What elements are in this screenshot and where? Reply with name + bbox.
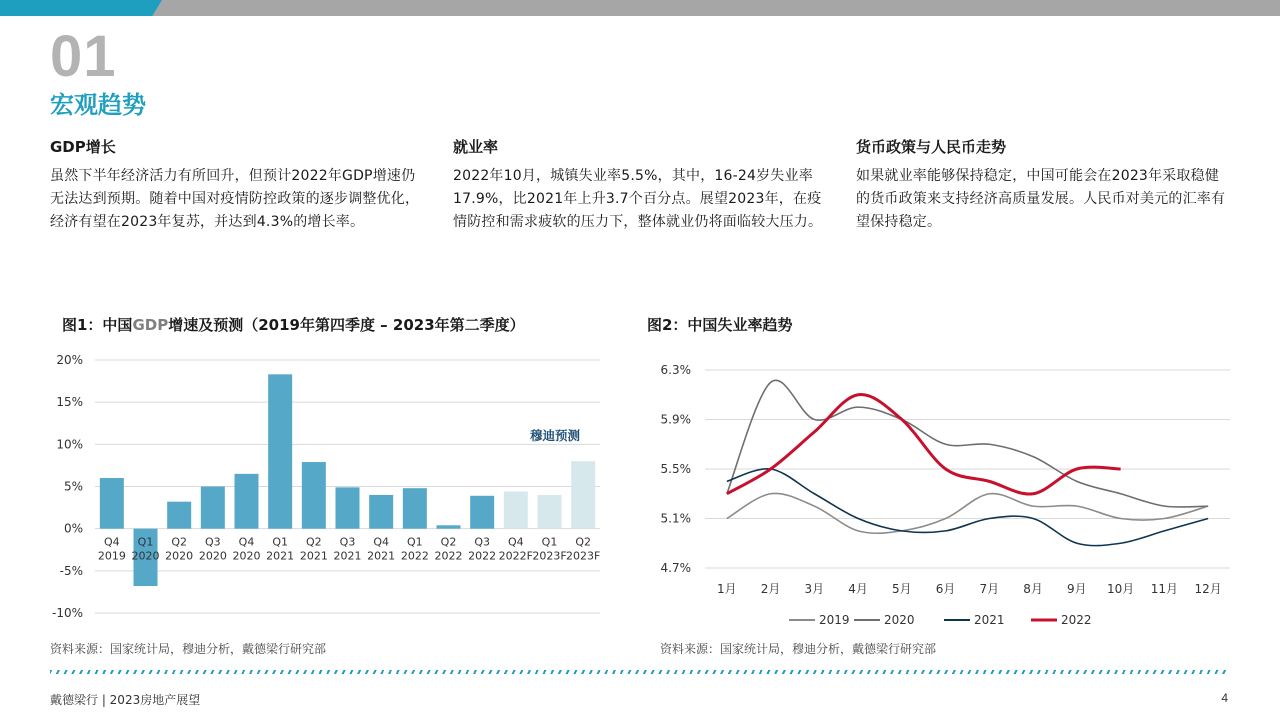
x-tick-label: 8月 [1023,582,1043,596]
legend-label-2022: 2022 [1061,613,1092,627]
x-tick-label: 11月 [1150,582,1179,596]
chart1-title-suffix: 增速及预测（2019年第四季度 – 2023年第二季度） [168,316,525,334]
footer-divider [50,670,1230,674]
series-line-2022 [727,395,1121,494]
top-bar-accent [0,0,162,16]
gdp-bar [403,488,427,528]
x-tick-label-quarter: Q4 [238,535,255,549]
y-tick-label: 0% [63,521,83,536]
gdp-bar [167,502,191,529]
series-line-2021 [727,469,1208,546]
x-tick-label-quarter: Q1 [272,535,289,549]
gdp-bar [201,487,225,529]
unemployment-line-chart [640,355,1240,635]
x-tick-label-year: 2020 [165,549,194,563]
x-tick-label: 9月 [1067,582,1087,596]
x-tick-label-year: 2023F [532,549,567,563]
section-number: 01 [50,24,117,89]
x-tick-label-quarter: Q4 [507,535,524,549]
page-number: 4 [1221,691,1228,705]
monetary-heading: 货币政策与人民币走势 [856,138,1007,156]
gdp-bar [302,462,326,529]
y-tick-label: 5.9% [660,412,691,427]
chart1-title-prefix: 图1：中国 [62,316,133,334]
section-title: 宏观趋势 [50,91,146,119]
y-tick-label: 20% [56,353,83,367]
x-tick-label-quarter: Q2 [171,535,188,549]
gdp-bar [235,474,259,529]
gdp-bar [437,525,461,528]
chart1-title-gdp: GDP [132,316,169,334]
gdp-bar-chart [40,345,615,630]
gdp-bar [504,492,528,529]
chart1-title [62,314,525,335]
x-tick-label-year: 2022 [468,549,497,563]
x-tick-label-year: 2022F [498,549,533,563]
y-tick-label: -5% [59,563,83,578]
x-tick-label: 10月 [1106,582,1135,596]
gdp-bar [571,461,595,528]
gdp-bar [470,496,494,529]
x-tick-label-quarter: Q4 [373,535,390,549]
x-tick-label: 12月 [1194,582,1222,596]
gdp-bar [268,374,292,528]
gdp-bar [336,487,360,528]
x-tick-label-year: 2022 [434,549,463,563]
y-tick-label: -10% [51,606,83,620]
employment-body: 2022年10月，城镇失业率5.5%，其中，16-24岁失业率17.9%，比2021年上升3.7个百分点。展望2023年，在疫情防控和需求疲软的压力下，整体就业仍将面临较大压力。 [453,168,823,230]
y-tick-label: 6.3% [660,363,691,377]
y-tick-label: 5.1% [660,511,691,526]
gdp-bar [538,495,562,529]
x-tick-label-year: 2023F [566,549,601,563]
x-tick-label: 3月 [804,582,825,596]
x-tick-label-year: 2020 [198,549,227,563]
x-tick-label-quarter: Q4 [103,535,120,549]
legend-label-2019: 2019 [819,613,850,627]
x-tick-label-year: 2021 [266,549,295,563]
y-tick-label: 10% [56,437,83,452]
chart2-source: 资料来源：国家统计局，穆迪分析，戴德梁行研究部 [660,642,937,656]
x-tick-label-quarter: Q3 [339,535,356,549]
x-tick-label: 6月 [935,582,956,596]
x-tick-label-quarter: Q1 [137,535,154,549]
x-tick-label-quarter: Q1 [541,535,558,549]
x-tick-label-quarter: Q2 [440,535,457,549]
y-tick-label: 15% [56,395,83,410]
gdp-column [50,135,425,234]
employment-column [453,135,828,234]
gdp-bar [369,495,393,529]
gdp-body: 虽然下半年经济活力有所回升，但预计2022年GDP增速仍无法达到预期。随着中国对疫情防控政策的逐步调整优化，经济有望在2023年复苏，并达到4.3%的增长率。 [50,168,420,230]
y-tick-label: 5.5% [660,462,691,476]
y-tick-label: 5% [63,479,83,494]
x-tick-label: 2月 [760,582,781,596]
chart1-source: 资料来源：国家统计局，穆迪分析，戴德梁行研究部 [50,642,327,656]
x-tick-label: 4月 [848,582,868,596]
x-tick-label-year: 2019 [97,549,126,563]
x-tick-label-year: 2022 [400,549,429,563]
x-tick-label: 1月 [717,582,737,596]
gdp-heading: GDP增长 [50,138,116,156]
employment-heading: 就业率 [453,138,499,156]
gdp-bar [100,478,124,529]
x-tick-label-year: 2020 [131,549,160,563]
forecast-label: 穆迪预测 [529,428,581,444]
chart2-title: 图2：中国失业率趋势 [647,316,793,334]
x-tick-label-year: 2021 [299,549,328,563]
legend-label-2021: 2021 [974,613,1005,627]
x-tick-label-quarter: Q3 [204,535,221,549]
x-tick-label-quarter: Q2 [305,535,322,549]
monetary-column [856,135,1231,234]
x-tick-label-year: 2021 [333,549,362,563]
monetary-body: 如果就业率能够保持稳定，中国可能会在2023年采取稳健的货币政策来支持经济高质量发展。人民币对美元的汇率有望保持稳定。 [856,168,1226,230]
x-tick-label-quarter: Q3 [474,535,491,549]
legend-label-2020: 2020 [884,613,915,627]
x-tick-label: 5月 [892,582,912,596]
x-tick-label-quarter: Q1 [406,535,423,549]
x-tick-label-year: 2020 [232,549,261,563]
x-tick-label-quarter: Q2 [575,535,592,549]
top-bar [0,0,1280,16]
x-tick-label-year: 2021 [367,549,396,563]
x-tick-label: 7月 [979,582,1000,596]
footer-text: 戴德梁行 | 2023房地产展望 [50,693,201,707]
y-tick-label: 4.7% [660,561,691,575]
